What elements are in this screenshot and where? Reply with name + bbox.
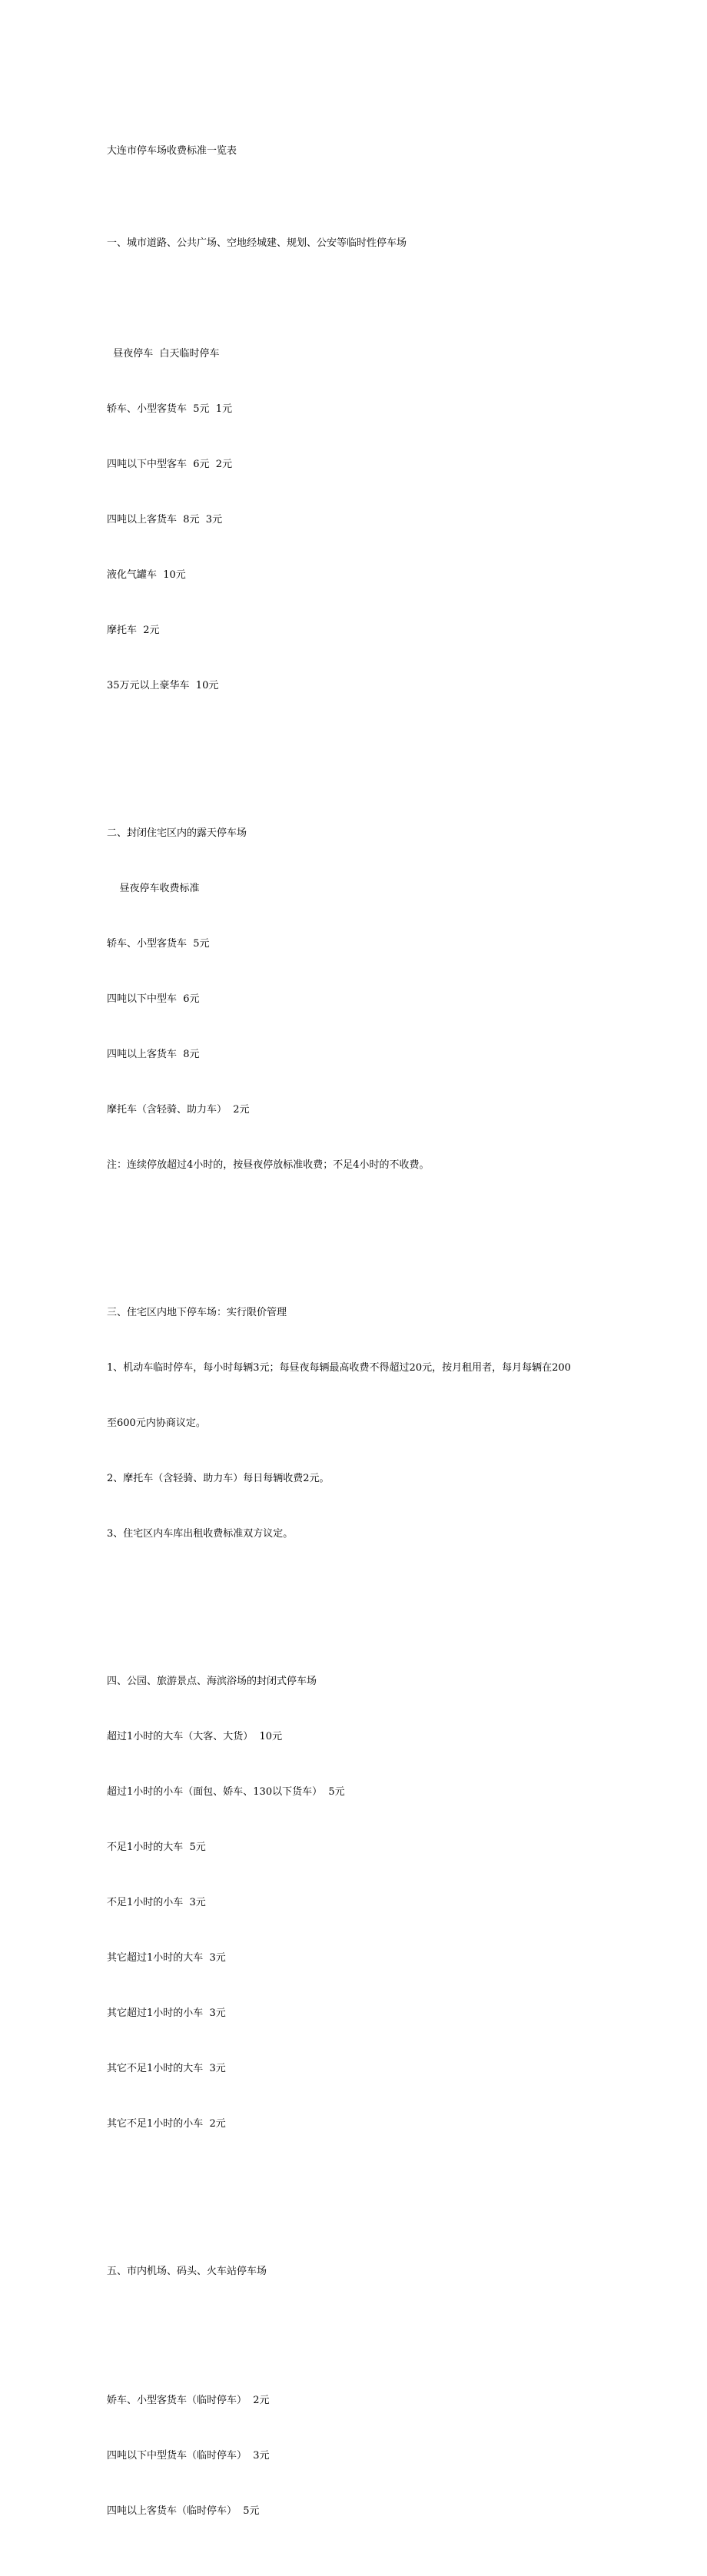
- fee-row: 超过1小时的大车（大客、大货） 10元: [107, 1731, 283, 1742]
- fee-row: 其它超过1小时的小车 3元: [107, 2007, 226, 2019]
- section-3-item-2: 2、摩托车（含轻骑、助力车）每日每辆收费2元。: [107, 1473, 330, 1484]
- section-3-item-3: 3、住宅区内车库出租收费标准双方议定。: [107, 1528, 294, 1540]
- fee-row: 其它不足1小时的大车 3元: [107, 2063, 226, 2074]
- fee-row: 娇车、小型客货车（临时停车） 2元: [107, 2395, 270, 2406]
- fee-row: 其它超过1小时的大车 3元: [107, 1952, 226, 1964]
- blank-line: [107, 2318, 614, 2355]
- fee-row: 四吨以下中型货车（临时停车） 3元: [107, 2450, 270, 2462]
- section-3-item-1: 1、机动车临时停车，每小时每辆3元；每昼夜每辆最高收费不得超过20元，按月租用者，每月每辆在200: [107, 1362, 571, 1374]
- fee-row: 四吨以上客货车 8元 3元: [107, 514, 223, 525]
- blank-line: [107, 2170, 614, 2189]
- section-3-heading: 三、住宅区内地下停车场：实行限价管理: [107, 1307, 287, 1318]
- section-1-heading: 一、城市道路、公共广场、空地经城建、规划、公安等临时性停车场: [107, 237, 407, 249]
- section-2-subheader: 昼夜停车收费标准: [107, 883, 200, 894]
- section-4-heading: 四、公园、旅游景点、海滨浴场的封闭式停车场: [107, 1676, 317, 1687]
- section-5-heading: 五、市内机场、码头、火车站停车场: [107, 2266, 267, 2277]
- fee-row: 四吨以上客货车 8元: [107, 1049, 200, 1060]
- document-body: [107, 87, 614, 2576]
- fee-row: 摩托车 2元: [107, 625, 160, 636]
- fee-row: 摩托车（含轻骑、助力车） 2元: [107, 1104, 250, 1116]
- fee-row: 四吨以下中型客车 6元 2元: [107, 459, 233, 470]
- section-2-note: 注：连续停放超过4小时的，按昼夜停放标准收费；不足4小时的不收费。: [107, 1159, 430, 1171]
- section-3-item-1-continued: 至600元内协商议定。: [107, 1417, 206, 1429]
- blank-line: [107, 1212, 614, 1230]
- fee-row: 不足1小时的大车 5元: [107, 1842, 206, 1853]
- section-2-heading: 二、封闭住宅区内的露天停车场: [107, 827, 247, 839]
- blank-line: [107, 290, 614, 308]
- fee-row: 四吨以上客货车（临时停车） 5元: [107, 2505, 260, 2517]
- fee-row: 其它不足1小时的小车 2元: [107, 2118, 226, 2130]
- section-1-subheader: 昼夜停车 白天临时停车: [107, 348, 220, 360]
- fee-row: 液化气罐车 10元: [107, 569, 186, 581]
- fee-row: 超过1小时的小车（面包、娇车、130以下货车） 5元: [107, 1786, 345, 1798]
- fee-row: 轿车、小型客货车 5元 1元: [107, 403, 233, 415]
- document-title: 大连市停车场收费标准一览表: [107, 145, 237, 157]
- fee-row: 轿车、小型客货车 5元: [107, 938, 210, 950]
- blank-line: [107, 732, 614, 751]
- fee-row: 四吨以下中型车 6元: [107, 993, 200, 1005]
- blank-line: [107, 1580, 614, 1599]
- fee-row: 35万元以上豪华车 10元: [107, 680, 219, 691]
- fee-row: 不足1小时的小车 3元: [107, 1897, 206, 1908]
